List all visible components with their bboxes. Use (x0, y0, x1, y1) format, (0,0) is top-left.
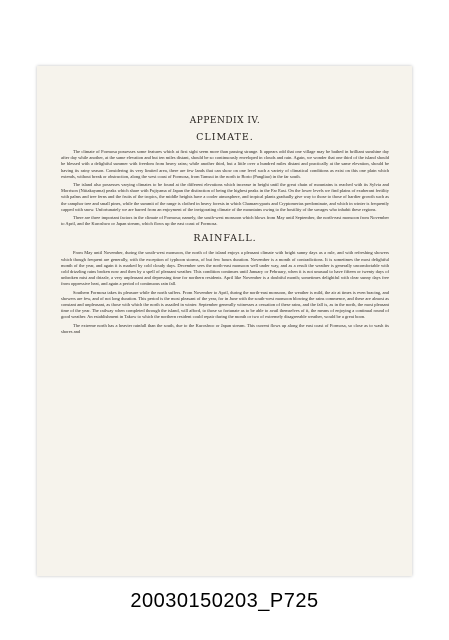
paragraph: From May until November, during the south-west monsoon, the north of the island enjoys a pleasant climate with bright sunny days as a rule, and with refreshing showers which though frequent are generally, with the exception of typhoon storms, of but few hours duration. November is a month of contradictions. It is sometimes the most delightful month of the year, and again it is marked by cold cloudy days. December sees the north-east monsoon well under way, and as a result the weather is generally uncomfortable with cold drizzling rains broken now and then by a spell of pleasant weather. This condition continues until January or February, when it is not unusual to have fifteen or twenty days of unbroken mist and drizzle, a very unpleasant and depressing time for northern residents. April like November is a doubtful month; sometimes delightful with clear sunny days free from oppressive heat, and again a period of continuous rain fall. (61, 250, 389, 287)
paragraph: There are three important factors in the climate of Formosa; namely, the south-west monsoon which blows from May until September, the north-east monsoon from November to April, and the Kuroshwo or Japan stream, which flows up the east coast of Formosa. (61, 215, 389, 227)
page-text-block (61, 116, 389, 337)
section-title-rainfall: RAINFALL. (193, 233, 257, 245)
paragraph: Southern Formosa takes its pleasure while the north suffers. From November to April, during the north-east monsoon, the weather is mild, the air at times is even bracing, and showers are few, and of not long duration. This period is the most pleasant of the year, for in June with the south-west monsoon blowing the rains commence, and these are almost as constant and unpleasant, as those with which the north is assailed in winter. September generally witnesses a cessation of these rains, and the fall is, as in the north, the most pleasant time of the year. The railway when completed through the island, will afford, to those so fortunate as to be able to avail themselves of it, the means of enjoying a continual round of good weather. An establishment in Takow to which the northern resident could repair during the month or two of extremely disagreeable weather, would be a great boon. (61, 289, 389, 320)
image-id-caption: 20030150203_P725 (130, 590, 319, 612)
appendix-heading: APPENDIX IV. (189, 116, 261, 126)
paragraph: The extreme north has a heavier rainfall than the south, due to the Kuroshwo or Japan stream. This current flows up along the east coast of Formosa, so close as to wash its shores and (61, 322, 389, 334)
scanned-page (37, 66, 412, 576)
paragraph: The climate of Formosa possesses some features which at first sight seem more than passing strange. It appears odd that one village may be bathed in brilliant sunshine day after day while another, at the same elevation and but ten miles distant, should be so continuously enveloped in clouds and rain. Again, we wonder that one third of the island should be blessed with a delightful summer with freedom from heavy rains; while another third, but a little over a hundred miles distant and practically at the same elevation, should be having its rainy season. Considering its very limited area, there are few lands that can show on one level such a variety of climatical conditions as exist on this one plain which extends, without break or obstruction, along the west coast of Formosa, from Tamsui in the north to Borio (Pangliao) in the far south. (61, 149, 389, 179)
paragraph: The island also possesses varying climates to be found at the different elevations which increase in height until the great chain of mountains is reached with its Sylvia and Morrison (Niitakayama) peaks which share with Fujiyama of Japan the distinction of being the highest peaks in the Far East. On the lower levels we find plains of exuberant fertility with palms and tree ferns and the fruits of the tropics, the middle heights have a cooler atmosphere, and tropical plants gradually give way to those to those of hardier growth such as the camphor tree and small pines, while the summit of the range is clothed in heavy forests in which Chamaecyparis and Cryptomerias predominate, and which in winter is frequently capped with snow. Unfortunately we are barred from an enjoyment of the invigorating climate of the mountains owing to the hostility of the savages who inhabit these regions. (61, 182, 389, 212)
section-title-climate: CLIMATE. (196, 132, 254, 143)
